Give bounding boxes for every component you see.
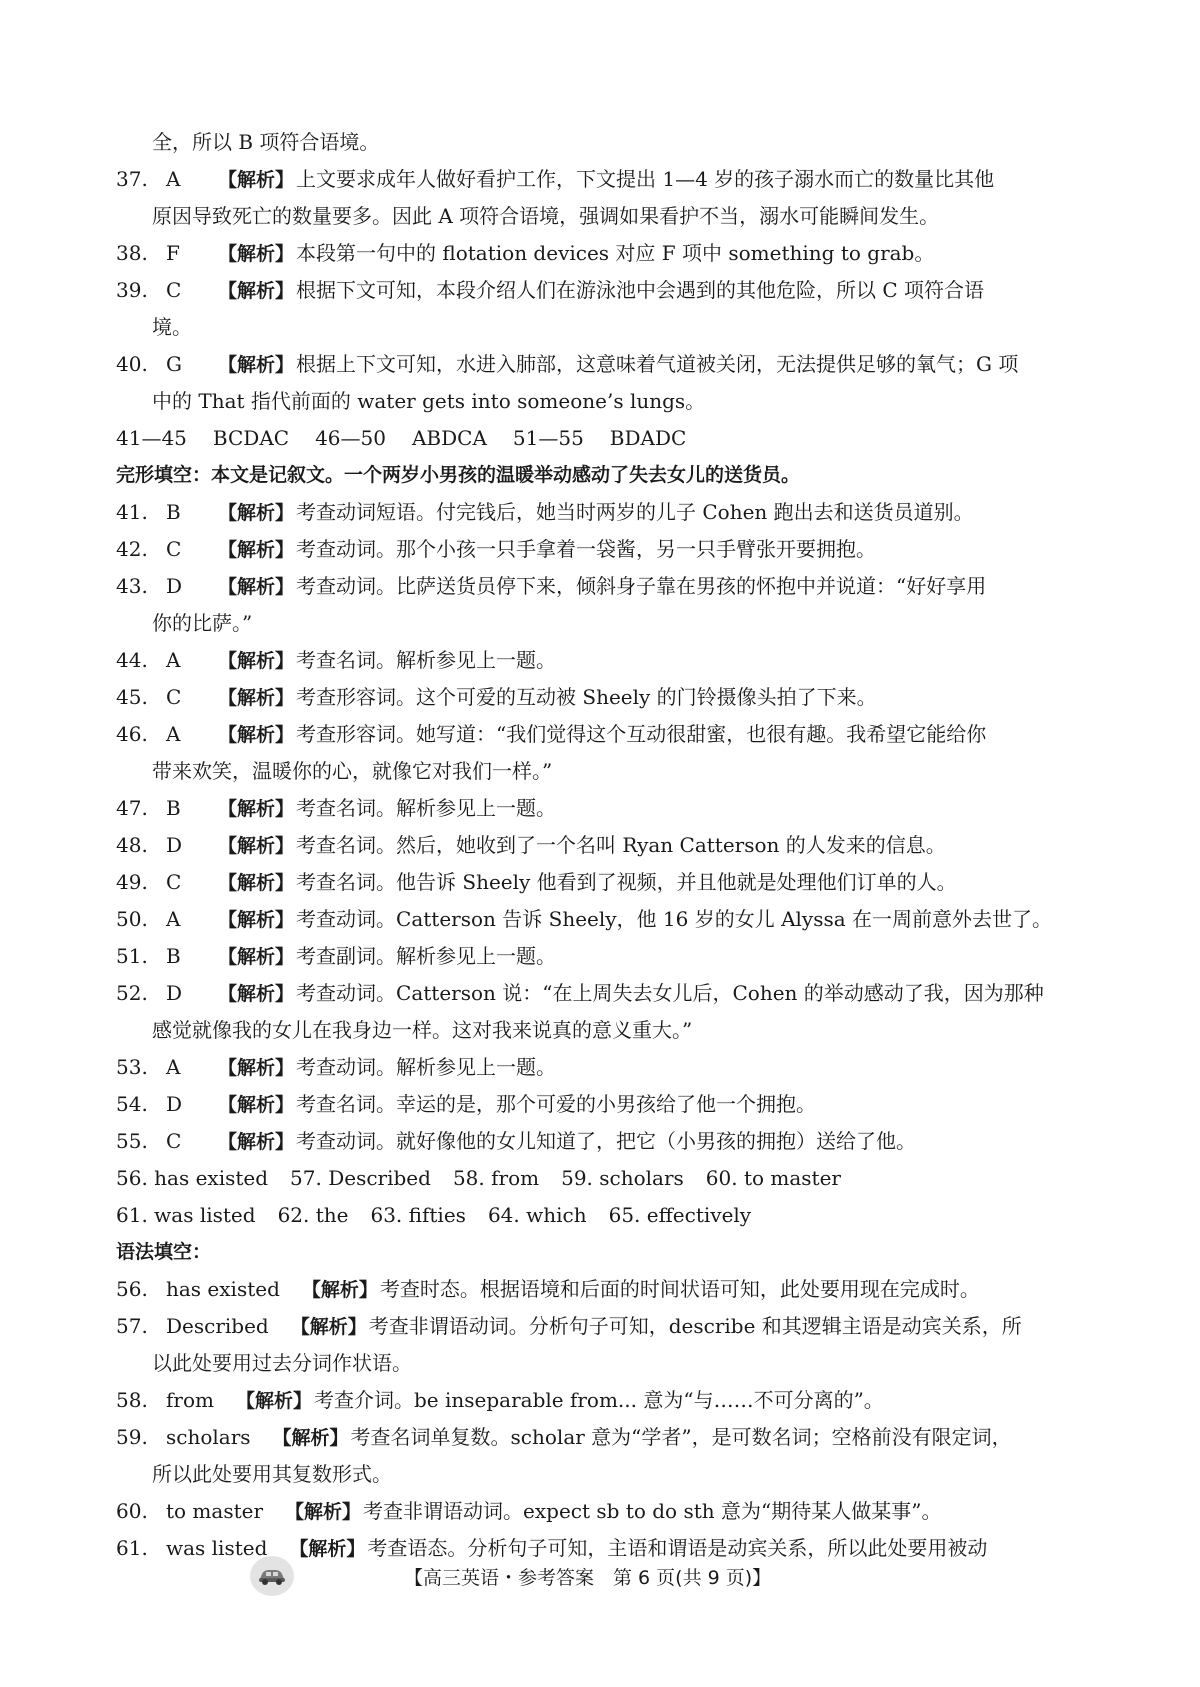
section-heading: 完形填空：本文是记叙文。一个两岁小男孩的温暖举动感动了失去女儿的送货员。 [116,464,801,486]
footer-text: 【高三英语・参考答案 第 6 页(共 9 页)】 [404,1566,772,1589]
item-explanation: 上文要求成年人做好看护工作，下文提出 1—4 岁的孩子溺水而亡的数量比其他 [296,167,995,191]
answer-group: 56. has existed [116,1166,269,1190]
answer-group: 58. from [452,1166,540,1190]
item-answer: C [166,278,182,302]
item-number: 52. [116,981,148,1005]
analysis-tag: 【解析】 [218,983,295,1005]
analysis-tag: 【解析】 [218,502,295,524]
item-explanation: 考查动词。那个小孩一只手拿着一袋酱，另一只手臂张开要拥抱。 [296,537,877,561]
item-number: 46. [116,722,148,746]
continuation-line: 所以此处要用其复数形式。 [152,1462,392,1486]
item-answer: D [166,1092,183,1116]
item-explanation: 考查名词。解析参见上一题。 [296,796,557,820]
item-explanation: 考查非谓语动词。expect sb to do sth 意为“期待某人做某事”。 [363,1499,942,1523]
item-answer: A [166,648,181,672]
answer-item [116,346,1101,383]
item-number: 43. [116,574,148,598]
item-answer: A [166,1055,181,1079]
answer-group: 61. was listed [116,1203,256,1227]
continuation-line: 带来欢笑，温暖你的心，就像它对我们一样。” [152,759,553,783]
analysis-tag: 【解析】 [218,243,295,265]
analysis-tag: 【解析】 [218,650,295,672]
item-number: 38. [116,241,148,265]
answer-item [116,975,1101,1012]
answer-item [116,790,1101,827]
answer-item [116,235,1101,272]
car-logo-icon [250,1556,294,1596]
analysis-tag: 【解析】 [301,1279,378,1301]
analysis-tag: 【解析】 [218,1131,295,1153]
item-explanation: 根据下文可知，本段介绍人们在游泳池中会遇到的其他危险，所以 C 项符合语 [296,278,985,302]
item-number: 37. [116,167,148,191]
item-number: 41. [116,500,148,524]
analysis-tag: 【解析】 [290,1316,367,1338]
answer-group: 60. to master [705,1166,841,1190]
answer-group: 63. fifties [370,1203,466,1227]
item-answer: C [166,537,182,561]
item-explanation: 考查介词。be inseparable from... 意为“与……不可分离的”。 [313,1388,884,1412]
item-explanation: 考查名词。幸运的是，那个可爱的小男孩给了他一个拥抱。 [296,1092,817,1116]
item-number: 48. [116,833,148,857]
item-explanation: 考查形容词。这个可爱的互动被 Sheely 的门铃摄像头拍了下来。 [296,685,877,709]
analysis-tag: 【解析】 [218,724,295,746]
answer-content [116,124,1101,1567]
answer-item [116,679,1101,716]
analysis-tag: 【解析】 [218,1094,295,1116]
item-number: 42. [116,537,148,561]
item-number: 60. [116,1499,148,1523]
item-answer: B [166,796,181,820]
answer-group: ABDCA [411,426,487,450]
item-answer: G [166,352,182,376]
item-answer: D [166,833,183,857]
item-answer: D [166,981,183,1005]
analysis-tag: 【解析】 [218,909,295,931]
item-explanation: 考查动词短语。付完钱后，她当时两岁的儿子 Cohen 跑出去和送货员道别。 [296,500,974,524]
item-explanation: 考查名词。解析参见上一题。 [296,648,557,672]
answer-group: 51—55 [512,426,584,450]
answer-item [116,716,1101,753]
item-number: 44. [116,648,148,672]
answer-item [116,272,1101,309]
analysis-tag: 【解析】 [218,946,295,968]
item-number: 39. [116,278,148,302]
item-answer: scholars [166,1425,251,1449]
item-number: 49. [116,870,148,894]
analysis-tag: 【解析】 [218,354,295,376]
answer-group: 59. scholars [561,1166,684,1190]
item-explanation: 考查动词。比萨送货员停下来，倾斜身子靠在男孩的怀抱中并说道：“好好享用 [296,574,987,598]
item-number: 51. [116,944,148,968]
item-answer: C [166,1129,182,1153]
answer-group: 65. effectively [608,1203,752,1227]
answer-item [116,1049,1101,1086]
item-explanation: 本段第一句中的 flotation devices 对应 F 项中 something to grab。 [296,241,935,265]
answer-item [116,1419,1101,1456]
analysis-tag: 【解析】 [218,872,295,894]
answer-group: BDADC [609,426,687,450]
page-footer [250,1556,950,1596]
item-number: 40. [116,352,148,376]
continuation-line: 感觉就像我的女儿在我身边一样。这对我来说真的意义重大。” [152,1018,693,1042]
item-number: 55. [116,1129,148,1153]
analysis-tag: 【解析】 [235,1390,312,1412]
item-answer: from [166,1388,214,1412]
answer-item [116,1123,1101,1160]
analysis-tag: 【解析】 [218,798,295,820]
analysis-tag: 【解析】 [218,1057,295,1079]
item-answer: A [166,167,181,191]
item-answer: C [166,685,182,709]
item-number: 47. [116,796,148,820]
item-answer: D [166,574,183,598]
item-number: 53. [116,1055,148,1079]
item-explanation: 考查非谓语动词。分析句子可知，describe 和其逻辑主语是动宾关系，所 [368,1314,1022,1338]
answer-item [116,938,1101,975]
item-explanation: 考查名词。他告诉 Sheely 他看到了视频，并且他就是处理他们订单的人。 [296,870,957,894]
answer-item [116,1493,1101,1530]
grammar-answers-row [116,1160,1101,1197]
item-number: 59. [116,1425,148,1449]
continuation-line: 你的比萨。” [152,611,253,635]
item-explanation: 考查名词。然后，她收到了一个名叫 Ryan Catterson 的人发来的信息。 [296,833,946,857]
item-explanation: 根据上下文可知，水进入肺部，这意味着气道被关闭，无法提供足够的氧气；G 项 [296,352,1019,376]
item-explanation: 考查形容词。她写道：“我们觉得这个互动很甜蜜，也很有趣。我希望它能给你 [296,722,987,746]
analysis-tag: 【解析】 [272,1427,349,1449]
analysis-tag: 【解析】 [218,835,295,857]
answer-item [116,827,1101,864]
item-number: 56. [116,1277,148,1301]
answer-item [116,1271,1101,1308]
answer-item [116,642,1101,679]
analysis-tag: 【解析】 [285,1501,362,1523]
answer-item [116,494,1101,531]
answer-item [116,161,1101,198]
analysis-tag: 【解析】 [218,539,295,561]
item-answer: Described [166,1314,269,1338]
analysis-tag: 【解析】 [218,687,295,709]
analysis-tag: 【解析】 [289,1538,366,1560]
item-answer: B [166,944,181,968]
answer-item [116,1308,1101,1345]
continuation-line: 中的 That 指代前面的 water gets into someone’s lungs。 [152,389,706,413]
answer-item [116,901,1101,938]
item-answer: to master [166,1499,264,1523]
item-answer: has existed [166,1277,280,1301]
item-explanation: 考查时态。根据语境和后面的时间状语可知，此处要用现在完成时。 [379,1277,980,1301]
answer-group: BCDAC [212,426,290,450]
item-number: 61. [116,1536,148,1560]
answer-item [116,1086,1101,1123]
item-answer: C [166,870,182,894]
item-number: 58. [116,1388,148,1412]
item-answer: B [166,500,181,524]
answer-group: 62. the [277,1203,349,1227]
answer-group: 57. Described [290,1166,431,1190]
continuation-line: 以此处要用过去分词作状语。 [152,1351,412,1375]
item-answer: A [166,722,181,746]
section-heading: 语法填空： [116,1241,212,1263]
grammar-answers-row [116,1197,1101,1234]
item-answer: was listed [166,1536,268,1560]
item-explanation: 考查动词。就好像他的女儿知道了，把它（小男孩的拥抱）送给了他。 [296,1129,917,1153]
answer-group: 41—45 [116,426,187,450]
continuation-line: 境。 [152,315,192,339]
item-explanation: 考查动词。Catterson 说：“在上周失去女儿后，Cohen 的举动感动了我，因为那种 [296,981,1044,1005]
item-explanation: 考查副词。解析参见上一题。 [296,944,557,968]
analysis-tag: 【解析】 [218,169,295,191]
continuation-line: 原因导致死亡的数量要多。因此 A 项符合语境，强调如果看护不当，溺水可能瞬间发生。 [152,204,940,228]
answer-item [116,531,1101,568]
item-explanation: 考查语态。分析句子可知，主语和谓语是动宾关系，所以此处要用被动 [367,1536,988,1560]
item-explanation: 考查名词单复数。scholar 意为“学者”，是可数名词；空格前没有限定词， [350,1425,1012,1449]
item-answer: A [166,907,181,931]
item-number: 57. [116,1314,148,1338]
answer-group: 64. which [487,1203,587,1227]
answer-item [116,568,1101,605]
analysis-tag: 【解析】 [218,576,295,598]
item-explanation: 考查动词。解析参见上一题。 [296,1055,557,1079]
answer-item [116,864,1101,901]
item-explanation: 考查动词。Catterson 告诉 Sheely，他 16 岁的女儿 Alyssa 在一周前意外去世了。 [296,907,1053,931]
continuation-line: 全，所以 B 项符合语境。 [152,130,380,154]
item-answer: F [166,241,180,265]
analysis-tag: 【解析】 [218,280,295,302]
answer-group: 46—50 [315,426,386,450]
item-number: 54. [116,1092,148,1116]
answer-item [116,1382,1101,1419]
answer-summary-row [116,420,1101,457]
item-number: 45. [116,685,148,709]
item-number: 50. [116,907,148,931]
